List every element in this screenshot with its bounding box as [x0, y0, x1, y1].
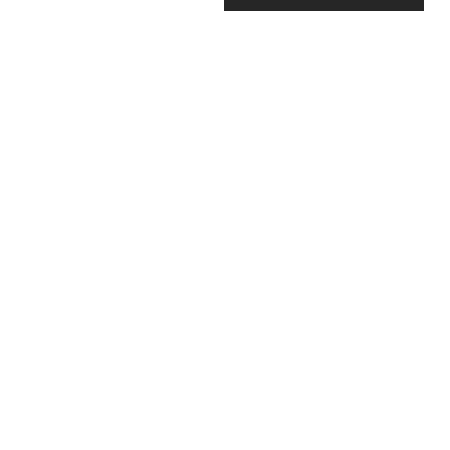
running-header: [224, 0, 424, 11]
